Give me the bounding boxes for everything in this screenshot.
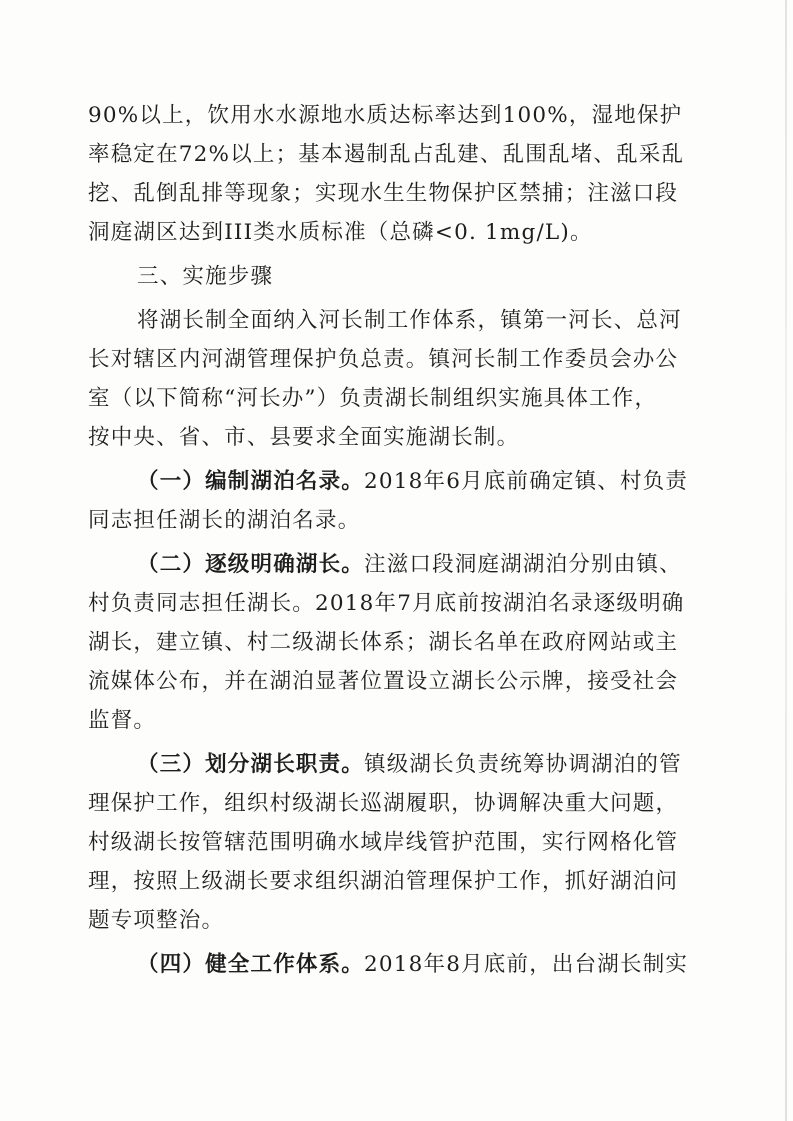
body-line: 村级湖长按管辖范围明确水域岸线管护范围，实行网格化管 [88,830,679,855]
body-line: 按中央、省、市、县要求全面实施湖长制。 [88,425,520,450]
body-line: 将湖长制全面纳入河长制工作体系，镇第一河长、总河 [137,308,682,333]
body-line: 室（以下简称“河长办”）负责湖长制组织实施具体工作， [88,386,658,411]
paragraph-item-1 [137,467,688,497]
body-line: 长对辖区内河湖管理保护负总责。镇河长制工作委员会办公 [88,347,679,372]
body-line: 同志担任湖长的湖泊名录。 [88,508,361,533]
body-line: 湖长，建立镇、村二级湖长体系；湖长名单在政府网站或主 [88,630,679,655]
body-line: 挖、乱倒乱排等现象；实现水生生物保护区禁捕；注滋口段 [88,181,679,206]
paragraph-item-2 [137,550,682,580]
item-text: 镇级湖长负责统筹协调湖泊的管 [364,752,682,777]
paragraph-item-3 [137,750,682,780]
body-line: 理，按照上级湖长要求组织湖泊管理保护工作，抓好湖泊问 [88,869,679,894]
body-line: 90%以上，饮用水水源地水质达标率达到100%，湿地保护 [88,103,683,128]
item-text: 2018年6月底前确定镇、村负责 [364,469,689,494]
body-line: 题专项整治。 [88,908,225,933]
item-title: （二）逐级明确湖长。 [137,552,365,577]
body-line: 率稳定在72%以上；基本遏制乱占乱建、乱围乱堵、乱采乱 [88,142,685,167]
body-line: 村负责同志担任湖长。2018年7月底前按湖泊名录逐级明确 [88,591,685,616]
body-line: 洞庭湖区达到III类水质标准（总磷<0. 1mg/L)。 [88,220,593,245]
body-line: 监督。 [88,708,157,733]
paragraph-item-4 [137,950,688,980]
scan-edge-shadow [785,0,787,1121]
item-text: 2018年8月底前，出台湖长制实 [364,952,689,977]
item-text: 注滋口段洞庭湖湖泊分别由镇、 [364,552,682,577]
body-line: 理保护工作，组织村级湖长巡湖履职，协调解决重大问题， [88,791,679,816]
section-heading: 三、实施步骤 [137,264,274,289]
item-title: （四）健全工作体系。 [137,952,365,977]
body-line: 流媒体公布，并在湖泊显著位置设立湖长公示牌，接受社会 [88,669,679,694]
item-title: （三）划分湖长职责。 [137,752,365,777]
item-title: （一）编制湖泊名录。 [137,469,365,494]
